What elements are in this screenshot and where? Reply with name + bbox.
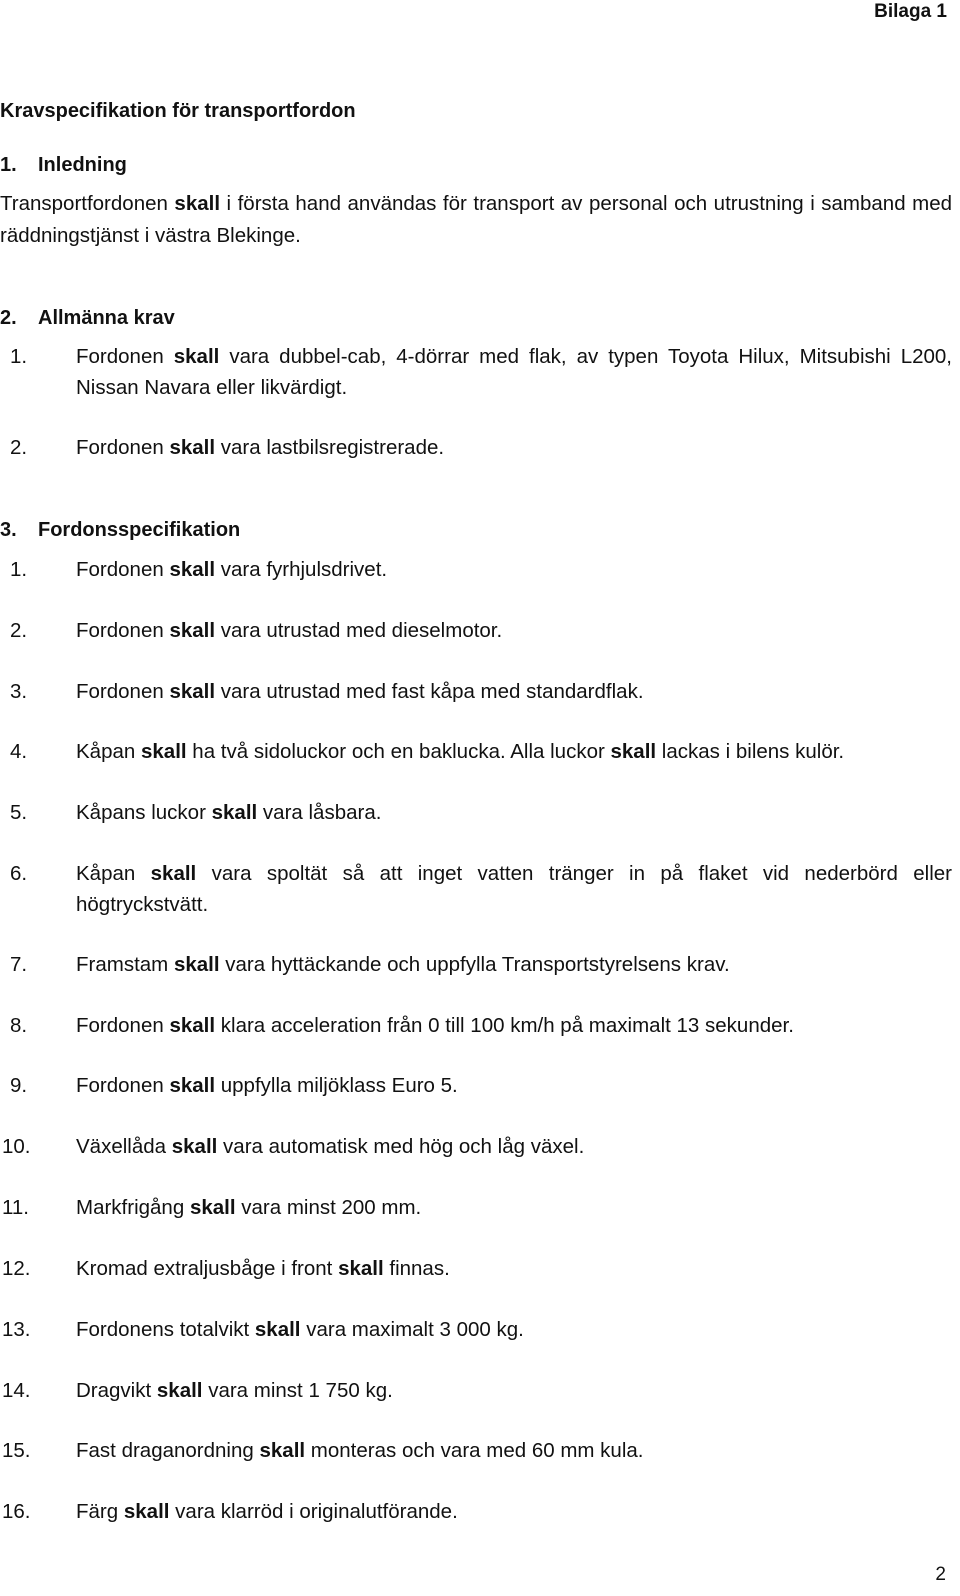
intro-paragraph — [0, 188, 952, 252]
text-run: klara acceleration från 0 till 100 km/h på maximalt 13 sekunder. — [215, 1014, 794, 1037]
text-run: Fordonen — [76, 619, 170, 642]
text-run: vara spoltät så att inget vatten tränger in på flaket vid nederbörd eller högtryckstvätt. — [76, 862, 952, 916]
requirement-keyword: skall — [254, 1318, 301, 1341]
requirement-keyword: skall — [140, 740, 187, 763]
text-run: vara automatisk med hög och låg växel. — [217, 1135, 585, 1158]
section-number: 1. — [0, 154, 17, 176]
text-run: Markfrigång — [76, 1196, 190, 1219]
text-run: vara låsbara. — [257, 801, 382, 824]
spec-item: 1. Fordonen skall vara fyrhjulsdrivet. — [10, 558, 388, 581]
requirement-keyword: skall — [189, 1196, 236, 1219]
text-run: Kåpan — [76, 740, 141, 763]
section-title: Allmänna krav — [38, 307, 175, 329]
section-title: Inledning — [38, 154, 127, 176]
text-run: vara dubbel-cab, 4-dörrar med flak, av typen Toyota Hilux, Mitsubishi L200, Nissan Navara eller likvärdigt. — [76, 345, 952, 399]
spec-item: 9. Fordonen skall uppfylla miljöklass Euro 5. — [10, 1074, 458, 1097]
section-title: Fordonsspecifikation — [38, 519, 241, 541]
spec-item: 8. Fordonen skall klara acceleration från 0 till 100 km/h på maximalt 13 sekunder. — [10, 1014, 794, 1037]
text-run: uppfylla miljöklass Euro 5. — [215, 1074, 458, 1097]
requirement-keyword: skall — [169, 558, 216, 581]
text-run: vara minst 1 750 kg. — [202, 1379, 393, 1402]
section-heading-fordonsspecifikation — [0, 519, 240, 542]
text-run: Kåpans luckor — [76, 801, 212, 824]
spec-item: 15. Fast draganordning skall monteras och vara med 60 mm kula. — [2, 1439, 644, 1462]
text-run: vara utrustad med dieselmotor. — [215, 619, 503, 642]
text-run: vara fyrhjulsdrivet. — [215, 558, 388, 581]
requirement-keyword: skall — [169, 1074, 216, 1097]
spec-item: 14. Dragvikt skall vara minst 1 750 kg. — [2, 1379, 393, 1402]
text-run: finnas. — [383, 1257, 450, 1280]
text-run: Kåpan — [76, 862, 151, 885]
section-heading-allmanna-krav — [0, 307, 175, 330]
section-number: 2. — [0, 307, 17, 329]
requirement-keyword: skall — [169, 680, 216, 703]
text-run: Växellåda — [76, 1135, 172, 1158]
section-number: 3. — [0, 519, 17, 541]
text-run: Färg — [76, 1500, 124, 1523]
text-run: Dragvikt — [76, 1379, 157, 1402]
text-run: Fordonen — [76, 558, 170, 581]
text-run: ha två sidoluckor och en baklucka. Alla luckor — [186, 740, 611, 763]
text-run: lackas i bilens kulör. — [656, 740, 845, 763]
page-number: 2 — [935, 1564, 946, 1585]
requirement-keyword: skall — [259, 1439, 306, 1462]
appendix-label: Bilaga 1 — [874, 1, 947, 22]
requirement-keyword: skall — [169, 619, 216, 642]
spec-item: 5. Kåpans luckor skall vara låsbara. — [10, 801, 382, 824]
spec-item: 4. Kåpan skall ha två sidoluckor och en baklucka. Alla luckor skall lackas i bilens kulör. — [10, 740, 845, 763]
text-run: i första hand användas för transport av personal och utrustning i samband med räddningstjänst i västra Blekinge. — [0, 192, 953, 247]
spec-item: 16. Färg skall vara klarröd i originalutförande. — [2, 1500, 458, 1523]
text-run: vara minst 200 mm. — [235, 1196, 422, 1219]
text-run: Kromad extraljusbåge i front — [76, 1257, 339, 1280]
spec-item: 13. Fordonens totalvikt skall vara maximalt 3 000 kg. — [2, 1318, 524, 1341]
text-run: vara maximalt 3 000 kg. — [300, 1318, 524, 1341]
text-run: vara hyttäckande och uppfylla Transportstyrelsens krav. — [219, 953, 730, 976]
text-run: Fordonen — [76, 436, 170, 459]
text-run: Fordonen — [76, 345, 174, 368]
text-run: Fordonens totalvikt — [76, 1318, 255, 1341]
requirement-item: 1. Fordonen skall vara dubbel-cab, 4-dörrar med flak, av typen Toyota Hilux, Mitsubishi L200, Nissan Navara eller likvärdigt. — [10, 345, 952, 399]
spec-item: 11. Markfrigång skall vara minst 200 mm. — [2, 1196, 422, 1219]
requirement-keyword: skall — [150, 862, 197, 885]
requirement-keyword: skall — [173, 345, 220, 368]
text-run: Framstam — [76, 953, 174, 976]
text-run: vara klarröd i originalutförande. — [169, 1500, 458, 1523]
text-run: Fordonen — [76, 1014, 170, 1037]
text-run: Fordonen — [76, 1074, 170, 1097]
requirement-keyword: skall — [338, 1257, 384, 1280]
requirement-keyword: skall — [123, 1500, 170, 1523]
requirement-keyword: skall — [174, 192, 221, 215]
requirement-item: 2. Fordonen skall vara lastbilsregistrerade. — [10, 436, 445, 459]
text-run: Transportfordonen — [0, 192, 175, 215]
section-heading-inledning — [0, 154, 127, 177]
requirement-keyword: skall — [156, 1379, 203, 1402]
text-run: vara utrustad med fast kåpa med standardflak. — [215, 680, 644, 703]
document-title: Kravspecifikation för transportfordon — [0, 100, 356, 122]
spec-item: 3. Fordonen skall vara utrustad med fast kåpa med standardflak. — [10, 680, 644, 703]
requirement-keyword: skall — [169, 1014, 216, 1037]
text-run: Fast draganordning — [76, 1439, 260, 1462]
requirement-keyword: skall — [171, 1135, 218, 1158]
spec-item: 10. Växellåda skall vara automatisk med hög och låg växel. — [2, 1135, 585, 1158]
spec-item: 12. Kromad extraljusbåge i front skall finnas. — [2, 1257, 450, 1280]
requirement-keyword: skall — [610, 740, 657, 763]
requirement-keyword: skall — [211, 801, 258, 824]
spec-item: 2. Fordonen skall vara utrustad med dieselmotor. — [10, 619, 503, 642]
spec-item: 6. Kåpan skall vara spoltät så att inget vatten tränger in på flaket vid nederbörd eller högtryckstvätt. — [10, 862, 952, 916]
requirement-keyword: skall — [169, 436, 216, 459]
spec-item: 7. Framstam skall vara hyttäckande och uppfylla Transportstyrelsens krav. — [10, 953, 730, 976]
text-run: monteras och vara med 60 mm kula. — [305, 1439, 644, 1462]
text-run: Fordonen — [76, 680, 170, 703]
text-run: vara lastbilsregistrerade. — [215, 436, 445, 459]
requirement-keyword: skall — [173, 953, 220, 976]
